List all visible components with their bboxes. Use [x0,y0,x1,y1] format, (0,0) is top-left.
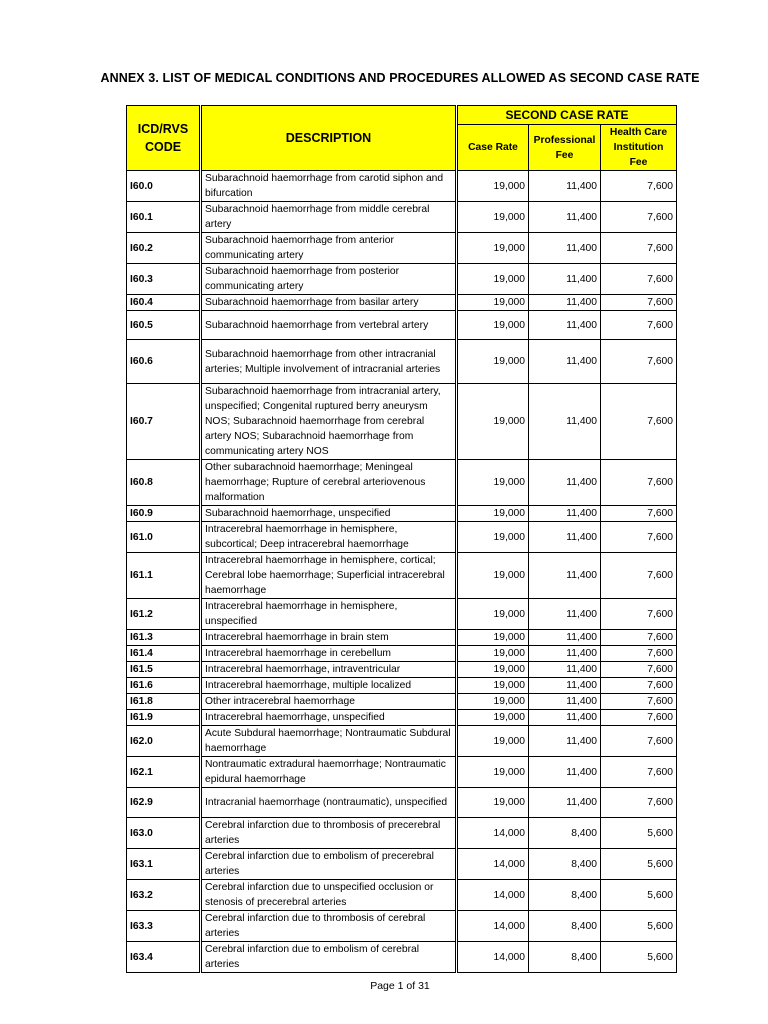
row-description: Intracerebral haemorrhage in hemisphere, unspecified [201,599,457,630]
row-hci-fee: 7,600 [601,726,677,757]
row-description: Cerebral infarction due to embolism of precerebral arteries [201,849,457,880]
row-case-rate: 19,000 [457,311,529,340]
row-description: Subarachnoid haemorrhage from basilar artery [201,295,457,311]
row-code: I60.7 [127,384,201,460]
row-case-rate: 19,000 [457,662,529,678]
row-hci-fee: 7,600 [601,264,677,295]
row-code: I62.9 [127,788,201,818]
row-hci-fee: 7,600 [601,384,677,460]
row-description: Cerebral infarction due to thrombosis of cerebral arteries [201,911,457,942]
table-row [127,694,677,710]
row-code: I60.4 [127,295,201,311]
row-case-rate: 19,000 [457,506,529,522]
row-professional-fee: 8,400 [529,880,601,911]
table-row [127,678,677,694]
row-professional-fee: 11,400 [529,710,601,726]
row-code: I61.1 [127,553,201,599]
row-hci-fee: 7,600 [601,646,677,662]
row-hci-fee: 7,600 [601,295,677,311]
row-description: Intracerebral haemorrhage in hemisphere, subcortical; Deep intracerebral haemorrhage [201,522,457,553]
row-description: Subarachnoid haemorrhage from anterior communicating artery [201,233,457,264]
row-case-rate: 19,000 [457,710,529,726]
row-code: I63.0 [127,818,201,849]
row-professional-fee: 11,400 [529,599,601,630]
row-professional-fee: 11,400 [529,460,601,506]
row-case-rate: 19,000 [457,694,529,710]
row-professional-fee: 11,400 [529,202,601,233]
row-hci-fee: 7,600 [601,171,677,202]
header-hci-fee: Health Care Institution Fee [601,125,677,171]
row-description: Intracerebral haemorrhage, multiple localized [201,678,457,694]
row-code: I60.9 [127,506,201,522]
row-description: Subarachnoid haemorrhage, unspecified [201,506,457,522]
row-description: Subarachnoid haemorrhage from intracranial artery, unspecified; Congenital ruptured berry aneurysm NOS; Subarachnoid haemorrhage from cerebral artery NOS; Subarachnoid haemorrhage from communicating artery NOS [201,384,457,460]
row-hci-fee: 7,600 [601,599,677,630]
table-row [127,311,677,340]
row-case-rate: 19,000 [457,384,529,460]
table-row [127,171,677,202]
row-professional-fee: 11,400 [529,630,601,646]
table-row [127,942,677,973]
row-professional-fee: 8,400 [529,849,601,880]
row-professional-fee: 11,400 [529,171,601,202]
table-row [127,757,677,788]
row-description: Intracerebral haemorrhage in hemisphere, cortical; Cerebral lobe haemorrhage; Superficial intracerebral haemorrhage [201,553,457,599]
header-professional-fee: Professional Fee [529,125,601,171]
row-hci-fee: 7,600 [601,460,677,506]
row-description: Intracerebral haemorrhage, unspecified [201,710,457,726]
header-second-case-rate: SECOND CASE RATE [457,106,677,125]
row-code: I63.4 [127,942,201,973]
row-case-rate: 19,000 [457,264,529,295]
row-case-rate: 19,000 [457,340,529,384]
row-case-rate: 19,000 [457,295,529,311]
row-case-rate: 19,000 [457,757,529,788]
table-row [127,460,677,506]
table-row [127,880,677,911]
row-hci-fee: 7,600 [601,710,677,726]
row-code: I61.3 [127,630,201,646]
row-code: I61.2 [127,599,201,630]
row-description: Intracerebral haemorrhage in brain stem [201,630,457,646]
case-rate-table [126,105,677,973]
row-code: I62.1 [127,757,201,788]
row-professional-fee: 8,400 [529,911,601,942]
table-row [127,818,677,849]
row-professional-fee: 11,400 [529,264,601,295]
row-case-rate: 19,000 [457,630,529,646]
table-row [127,295,677,311]
table-row [127,233,677,264]
row-hci-fee: 7,600 [601,522,677,553]
row-code: I62.0 [127,726,201,757]
row-description: Subarachnoid haemorrhage from vertebral artery [201,311,457,340]
row-code: I61.5 [127,662,201,678]
row-hci-fee: 7,600 [601,694,677,710]
row-professional-fee: 11,400 [529,295,601,311]
row-hci-fee: 7,600 [601,233,677,264]
row-description: Nontraumatic extradural haemorrhage; Nontraumatic epidural haemorrhage [201,757,457,788]
row-professional-fee: 11,400 [529,662,601,678]
table-row [127,911,677,942]
row-case-rate: 19,000 [457,788,529,818]
row-code: I60.8 [127,460,201,506]
row-professional-fee: 11,400 [529,311,601,340]
table-row [127,849,677,880]
row-description: Acute Subdural haemorrhage; Nontraumatic Subdural haemorrhage [201,726,457,757]
row-professional-fee: 11,400 [529,522,601,553]
row-professional-fee: 11,400 [529,233,601,264]
row-hci-fee: 7,600 [601,202,677,233]
row-code: I60.0 [127,171,201,202]
row-description: Cerebral infarction due to embolism of cerebral arteries [201,942,457,973]
row-hci-fee: 7,600 [601,630,677,646]
table-row [127,788,677,818]
row-code: I60.3 [127,264,201,295]
table-row [127,599,677,630]
table-row [127,264,677,295]
row-code: I61.8 [127,694,201,710]
row-description: Subarachnoid haemorrhage from carotid siphon and bifurcation [201,171,457,202]
row-case-rate: 19,000 [457,646,529,662]
row-hci-fee: 7,600 [601,553,677,599]
row-hci-fee: 5,600 [601,818,677,849]
row-professional-fee: 11,400 [529,340,601,384]
table-row [127,662,677,678]
row-professional-fee: 11,400 [529,788,601,818]
row-case-rate: 19,000 [457,171,529,202]
row-hci-fee: 7,600 [601,340,677,384]
row-hci-fee: 7,600 [601,311,677,340]
table-row [127,506,677,522]
row-description: Other subarachnoid haemorrhage; Meningeal haemorrhage; Rupture of cerebral arteriovenous malformation [201,460,457,506]
header-code: ICD/RVS CODE [127,106,201,171]
row-description: Cerebral infarction due to unspecified occlusion or stenosis of precerebral arteries [201,880,457,911]
table-row [127,726,677,757]
row-hci-fee: 5,600 [601,849,677,880]
table-row [127,522,677,553]
row-case-rate: 14,000 [457,942,529,973]
row-hci-fee: 5,600 [601,942,677,973]
row-professional-fee: 11,400 [529,384,601,460]
table-row [127,202,677,233]
row-case-rate: 19,000 [457,233,529,264]
row-description: Subarachnoid haemorrhage from middle cerebral artery [201,202,457,233]
row-description: Subarachnoid haemorrhage from other intracranial arteries; Multiple involvement of intracranial arteries [201,340,457,384]
row-professional-fee: 11,400 [529,757,601,788]
row-professional-fee: 11,400 [529,726,601,757]
row-case-rate: 19,000 [457,599,529,630]
row-case-rate: 14,000 [457,911,529,942]
page-number: Page 1 of 31 [370,980,430,992]
row-description: Cerebral infarction due to thrombosis of precerebral arteries [201,818,457,849]
row-description: Intracranial haemorrhage (nontraumatic), unspecified [201,788,457,818]
table-row [127,630,677,646]
table-row [127,384,677,460]
row-code: I61.6 [127,678,201,694]
row-professional-fee: 11,400 [529,678,601,694]
row-professional-fee: 11,400 [529,553,601,599]
row-case-rate: 19,000 [457,460,529,506]
row-case-rate: 14,000 [457,880,529,911]
row-code: I63.1 [127,849,201,880]
row-description: Subarachnoid haemorrhage from posterior communicating artery [201,264,457,295]
table-body [127,171,677,973]
row-case-rate: 19,000 [457,522,529,553]
row-code: I60.6 [127,340,201,384]
table-row [127,710,677,726]
row-professional-fee: 8,400 [529,818,601,849]
row-code: I63.2 [127,880,201,911]
row-case-rate: 19,000 [457,553,529,599]
row-code: I61.0 [127,522,201,553]
document-title: ANNEX 3. LIST OF MEDICAL CONDITIONS AND PROCEDURES ALLOWED AS SECOND CASE RATE [100,71,700,85]
row-code: I63.3 [127,911,201,942]
header-case-rate: Case Rate [457,125,529,171]
row-professional-fee: 11,400 [529,646,601,662]
row-case-rate: 19,000 [457,202,529,233]
row-hci-fee: 7,600 [601,662,677,678]
row-professional-fee: 11,400 [529,694,601,710]
header-description: DESCRIPTION [201,106,457,171]
table-row [127,646,677,662]
row-case-rate: 19,000 [457,726,529,757]
row-hci-fee: 7,600 [601,788,677,818]
table-row [127,340,677,384]
row-case-rate: 14,000 [457,849,529,880]
row-hci-fee: 5,600 [601,880,677,911]
row-code: I60.1 [127,202,201,233]
row-hci-fee: 7,600 [601,757,677,788]
row-description: Other intracerebral haemorrhage [201,694,457,710]
row-description: Intracerebral haemorrhage in cerebellum [201,646,457,662]
row-code: I61.9 [127,710,201,726]
row-hci-fee: 7,600 [601,678,677,694]
row-case-rate: 19,000 [457,678,529,694]
table-row [127,553,677,599]
row-description: Intracerebral haemorrhage, intraventricular [201,662,457,678]
row-case-rate: 14,000 [457,818,529,849]
row-professional-fee: 8,400 [529,942,601,973]
row-code: I60.2 [127,233,201,264]
row-hci-fee: 5,600 [601,911,677,942]
row-code: I61.4 [127,646,201,662]
row-code: I60.5 [127,311,201,340]
row-professional-fee: 11,400 [529,506,601,522]
table-header [127,106,677,171]
row-hci-fee: 7,600 [601,506,677,522]
